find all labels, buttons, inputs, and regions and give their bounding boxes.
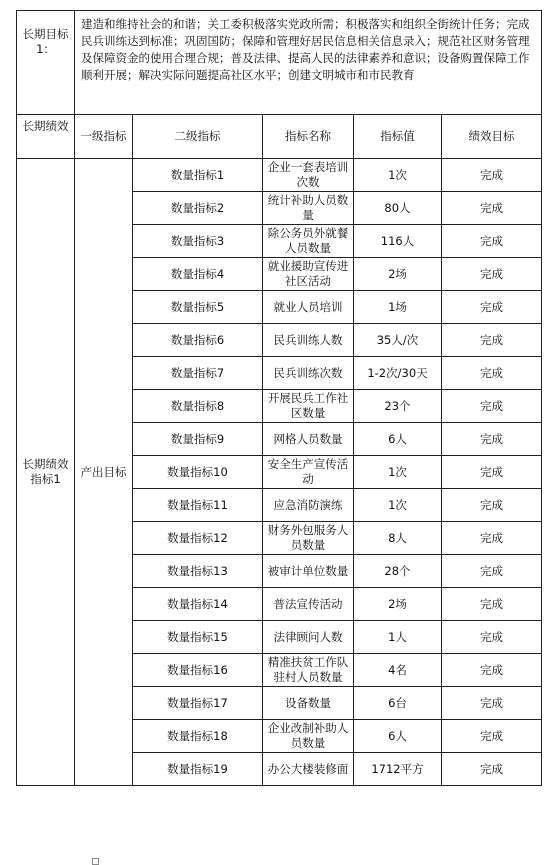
- cell-name: 民兵训练人数: [263, 324, 354, 357]
- cell-level2: 数量指标12: [133, 522, 263, 555]
- table-anchor-mark: [92, 858, 99, 865]
- goal-label: 长期目标1：: [17, 11, 75, 115]
- cell-value: 1场: [354, 291, 442, 324]
- cell-target: 完成: [442, 588, 542, 621]
- cell-value: 80人: [354, 192, 442, 225]
- header-row: [17, 115, 542, 159]
- cell-value: 1次: [354, 159, 442, 192]
- cell-level2: 数量指标1: [133, 159, 263, 192]
- cell-target: 完成: [442, 687, 542, 720]
- cell-level2: 数量指标18: [133, 720, 263, 753]
- table-row: [17, 159, 542, 192]
- cell-level2: 数量指标8: [133, 390, 263, 423]
- cell-level2: 数量指标6: [133, 324, 263, 357]
- cell-level2: 数量指标11: [133, 489, 263, 522]
- cell-target: 完成: [442, 390, 542, 423]
- cell-value: 1712平方: [354, 753, 442, 786]
- cell-level2: 数量指标14: [133, 588, 263, 621]
- perf-label: 长期绩效: [17, 115, 75, 159]
- cell-level2: 数量指标5: [133, 291, 263, 324]
- cell-value: 28个: [354, 555, 442, 588]
- level1-cell: 产出目标: [75, 159, 133, 786]
- cell-name: 财务外包服务人员数量: [263, 522, 354, 555]
- cell-target: 完成: [442, 324, 542, 357]
- cell-target: 完成: [442, 489, 542, 522]
- cell-target: 完成: [442, 225, 542, 258]
- cell-name: 法律顾问人数: [263, 621, 354, 654]
- cell-value: 4名: [354, 654, 442, 687]
- cell-value: 6人: [354, 720, 442, 753]
- document-page: [16, 10, 541, 786]
- cell-level2: 数量指标13: [133, 555, 263, 588]
- cell-name: 被审计单位数量: [263, 555, 354, 588]
- cell-value: 116人: [354, 225, 442, 258]
- header-name: 指标名称: [263, 115, 354, 159]
- cell-name: 精准扶贫工作队驻村人员数量: [263, 654, 354, 687]
- cell-target: 完成: [442, 720, 542, 753]
- cell-target: 完成: [442, 456, 542, 489]
- cell-value: 23个: [354, 390, 442, 423]
- cell-name: 民兵训练次数: [263, 357, 354, 390]
- cell-target: 完成: [442, 291, 542, 324]
- cell-target: 完成: [442, 753, 542, 786]
- cell-name: 办公大楼装修面: [263, 753, 354, 786]
- cell-level2: 数量指标7: [133, 357, 263, 390]
- header-level2: 二级指标: [133, 115, 263, 159]
- cell-level2: 数量指标17: [133, 687, 263, 720]
- cell-name: 网格人员数量: [263, 423, 354, 456]
- cell-target: 完成: [442, 258, 542, 291]
- performance-table: [16, 10, 542, 786]
- cell-value: 1人: [354, 621, 442, 654]
- cell-name: 应急消防演练: [263, 489, 354, 522]
- cell-level2: 数量指标10: [133, 456, 263, 489]
- cell-level2: 数量指标9: [133, 423, 263, 456]
- cell-value: 35人/次: [354, 324, 442, 357]
- cell-name: 就业人员培训: [263, 291, 354, 324]
- group-label: 长期绩效指标1: [17, 159, 75, 786]
- cell-value: 6台: [354, 687, 442, 720]
- cell-target: 完成: [442, 555, 542, 588]
- cell-level2: 数量指标19: [133, 753, 263, 786]
- cell-level2: 数量指标4: [133, 258, 263, 291]
- cell-name: 开展民兵工作社区数量: [263, 390, 354, 423]
- cell-name: 普法宣传活动: [263, 588, 354, 621]
- cell-name: 企业一套表培训次数: [263, 159, 354, 192]
- cell-name: 除公务员外就餐人员数量: [263, 225, 354, 258]
- cell-name: 安全生产宣传活动: [263, 456, 354, 489]
- cell-value: 1次: [354, 489, 442, 522]
- cell-level2: 数量指标3: [133, 225, 263, 258]
- cell-target: 完成: [442, 357, 542, 390]
- cell-value: 6人: [354, 423, 442, 456]
- header-level1: 一级指标: [75, 115, 133, 159]
- cell-level2: 数量指标16: [133, 654, 263, 687]
- goal-row: [17, 11, 542, 115]
- cell-value: 8人: [354, 522, 442, 555]
- cell-target: 完成: [442, 621, 542, 654]
- cell-level2: 数量指标2: [133, 192, 263, 225]
- cell-value: 1-2次/30天: [354, 357, 442, 390]
- cell-name: 统计补助人员数量: [263, 192, 354, 225]
- cell-value: 2场: [354, 258, 442, 291]
- cell-value: 1次: [354, 456, 442, 489]
- cell-target: 完成: [442, 423, 542, 456]
- cell-target: 完成: [442, 159, 542, 192]
- header-value: 指标值: [354, 115, 442, 159]
- cell-value: 2场: [354, 588, 442, 621]
- cell-target: 完成: [442, 522, 542, 555]
- cell-name: 设备数量: [263, 687, 354, 720]
- goal-text: 建造和维持社会的和谐；关工委积极落实党政所需；积极落实和组织全街统计任务；完成民兵训练达到标准；巩固国防；保障和管理好居民信息相关信息录入；规范社区财务管理及保障资金的使用合理合规；普及法律、提高人民的法律素养和意识；设备购置保障工作顺利开展；解决实际问题提高社区水平；创建文明城市和市民教育: [75, 11, 542, 115]
- header-target: 绩效目标: [442, 115, 542, 159]
- cell-target: 完成: [442, 654, 542, 687]
- cell-level2: 数量指标15: [133, 621, 263, 654]
- cell-name: 就业援助宣传进社区活动: [263, 258, 354, 291]
- cell-target: 完成: [442, 192, 542, 225]
- cell-name: 企业改制补助人员数量: [263, 720, 354, 753]
